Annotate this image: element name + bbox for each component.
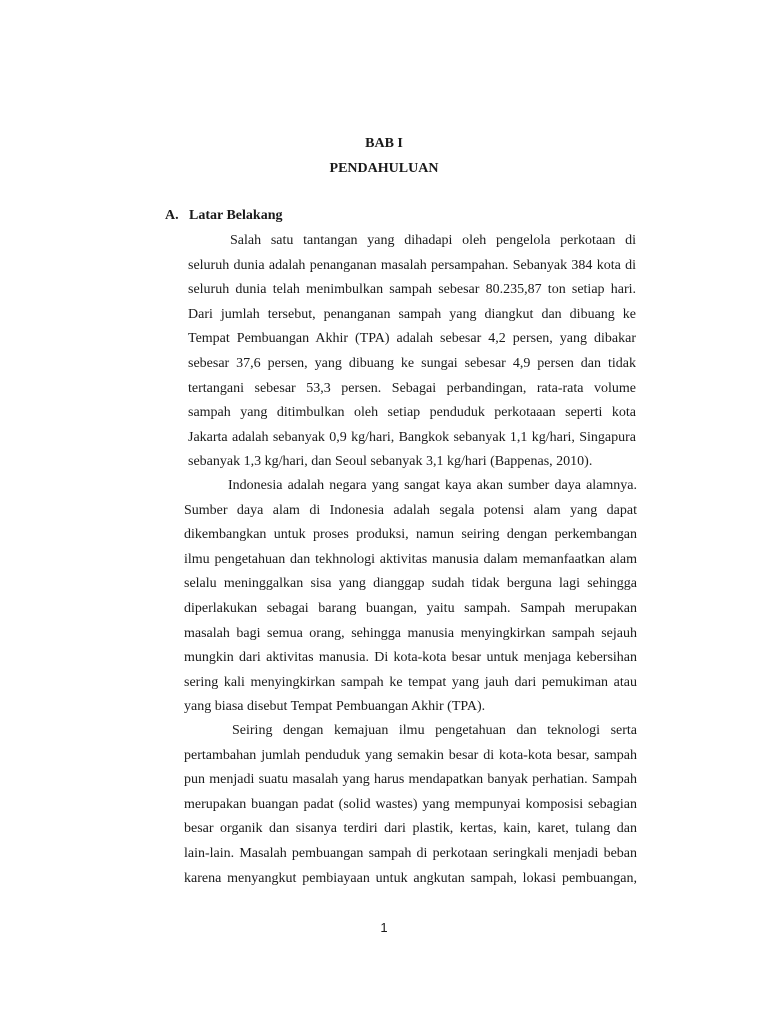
- paragraph-line: Tempat Pembuangan Akhir (TPA) adalah sebesar 4,2 persen, yang dibakar: [188, 331, 636, 347]
- paragraph-line: ilmu pengetahuan dan tekhnologi aktivitas manusia dalam memanfaatkan alam: [184, 551, 637, 567]
- paragraph-line: yang biasa disebut Tempat Pembuangan Akhir (TPA).: [184, 699, 486, 715]
- paragraph-line: dikembangkan untuk proses produksi, namun seiring dengan perkembangan: [184, 527, 637, 543]
- paragraph-line: pun menjadi suatu masalah yang harus mendapatkan banyak perhatian. Sampah: [184, 772, 637, 788]
- paragraph-line: lain-lain. Masalah pembuangan sampah di perkotaan seringkali menjadi beban: [184, 845, 637, 861]
- section-heading: [165, 208, 282, 224]
- paragraph-line: selalu meninggalkan sisa yang dianggap sudah tidak berguna lagi sehingga: [184, 576, 637, 592]
- paragraph-line: tertangani sebesar 53,3 persen. Sebagai perbandingan, rata-rata volume: [188, 380, 636, 396]
- chapter-title: PENDAHULUAN: [329, 161, 439, 176]
- paragraph-line: Salah satu tantangan yang dihadapi oleh pengelola perkotaan di: [230, 233, 636, 248]
- paragraph-line: sebesar 37,6 persen, yang dibuang ke sungai sebesar 4,9 persen dan tidak: [188, 355, 636, 371]
- paragraph-line: masalah bagi semua orang, sehingga manusia menyingkirkan sampah sejauh: [184, 625, 637, 641]
- paragraph-line: merupakan buangan padat (solid wastes) yang mempunyai komposisi sebagian: [184, 796, 637, 812]
- paragraph-line: sering kali menyingkirkan sampah ke tempat yang jauh dari pemukiman atau: [184, 674, 637, 690]
- paragraph-line: Sumber daya alam di Indonesia adalah segala potensi alam yang dapat: [184, 502, 637, 518]
- paragraph-line: Indonesia adalah negara yang sangat kaya akan sumber daya alamnya.: [228, 478, 637, 493]
- paragraph-line: besar organik dan sisanya terdiri dari plastik, kertas, kain, karet, tulang dan: [184, 821, 637, 837]
- chapter-number: BAB I: [365, 136, 403, 151]
- paragraph-2: [184, 474, 637, 720]
- paragraph-line: seluruh dunia telah menimbulkan sampah sebesar 80.235,87 ton setiap hari.: [188, 282, 636, 298]
- paragraph-3: [184, 719, 637, 891]
- paragraph-1: [188, 229, 636, 475]
- paragraph-line: diperlakukan sebagai barang buangan, yaitu sampah. Sampah merupakan: [184, 600, 637, 616]
- page-number: 1: [380, 920, 388, 935]
- paragraph-line: sebanyak 1,3 kg/hari, dan Seoul sebanyak 3,1 kg/hari (Bappenas, 2010).: [188, 454, 593, 470]
- paragraph-line: karena menyangkut pembiayaan untuk angkutan sampah, lokasi pembuangan,: [184, 870, 637, 886]
- paragraph-line: mungkin dari aktivitas manusia. Di kota-kota besar untuk menjaga kebersihan: [184, 650, 637, 666]
- paragraph-line: Seiring dengan kemajuan ilmu pengetahuan dan teknologi serta: [232, 723, 637, 738]
- paragraph-line: pertambahan jumlah penduduk yang semakin besar di kota-kota besar, sampah: [184, 747, 637, 763]
- section-title: Latar Belakang: [189, 208, 283, 223]
- paragraph-line: Dari jumlah tersebut, penanganan sampah yang diangkut dan dibuang ke: [188, 306, 636, 322]
- paragraph-line: seluruh dunia adalah penanganan masalah persampahan. Sebanyak 384 kota di: [188, 257, 636, 273]
- section-letter: A.: [165, 208, 179, 223]
- paragraph-line: sampah yang ditimbulkan oleh setiap penduduk perkotaaan seperti kota: [188, 405, 636, 421]
- paragraph-line: Jakarta adalah sebanyak 0,9 kg/hari, Bangkok sebanyak 1,1 kg/hari, Singapura: [188, 429, 636, 445]
